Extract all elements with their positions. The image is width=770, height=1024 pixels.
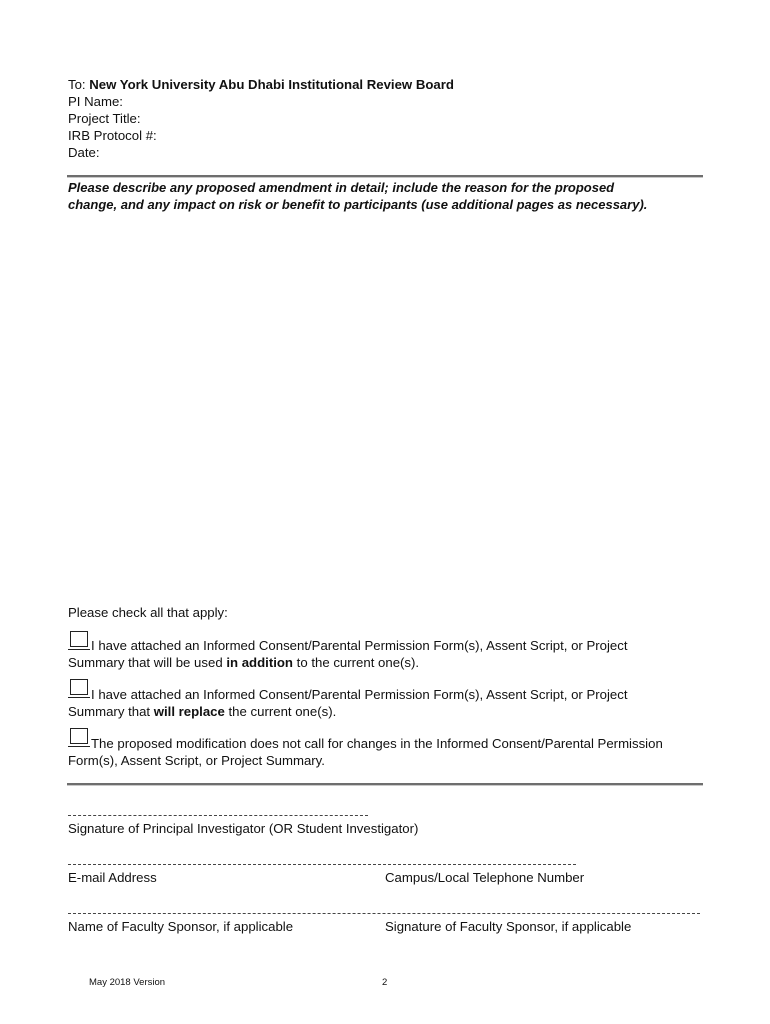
checklist-item-2-line-1: I have attached an Informed Consent/Parental Permission Form(s), Assent Script, or Project [91, 687, 628, 702]
item-1-emphasis: in addition [226, 655, 293, 670]
checklist-item-3-line-1: The proposed modification does not call for changes in the Informed Consent/Parental Permission [91, 736, 663, 751]
item-1-text-after: to the current one(s). [293, 655, 420, 670]
footer-version: May 2018 Version [89, 977, 166, 988]
checklist-item-1-line-2 [68, 654, 419, 671]
item-2-emphasis: will replace [153, 704, 225, 719]
checklist-prompt: Please check all that apply: [68, 605, 228, 620]
pi-signature-label: Signature of Principal Investigator (OR Student Investigator) [68, 821, 419, 836]
email-label: E-mail Address [68, 870, 157, 885]
instructions-line-1: Please describe any proposed amendment in detail; include the reason for the proposed [68, 180, 615, 195]
faculty-sponsor-signature-line[interactable] [68, 913, 700, 914]
bottom-divider [67, 783, 703, 785]
checkbox-underline [68, 746, 90, 747]
to-label: To: [68, 77, 86, 92]
checkbox-will-replace[interactable] [70, 679, 88, 695]
email-phone-signature-line[interactable] [68, 864, 576, 865]
phone-label: Campus/Local Telephone Number [385, 870, 585, 885]
pi-name-label: PI Name: [68, 94, 123, 109]
checkbox-in-addition[interactable] [70, 631, 88, 647]
irb-protocol-label: IRB Protocol #: [68, 128, 157, 143]
item-2-text-after: the current one(s). [224, 704, 337, 719]
project-title-label: Project Title: [68, 111, 141, 126]
amendment-description-area[interactable] [67, 218, 703, 598]
checklist-item-1-line-1: I have attached an Informed Consent/Parental Permission Form(s), Assent Script, or Project [91, 638, 628, 653]
faculty-name-label: Name of Faculty Sponsor, if applicable [68, 919, 294, 934]
pi-signature-line[interactable] [68, 815, 368, 816]
faculty-signature-label: Signature of Faculty Sponsor, if applicable [385, 919, 632, 934]
checklist-item-3-line-2: Form(s), Assent Script, or Project Summary. [68, 753, 325, 768]
checklist-item-2-line-2 [68, 703, 336, 720]
checkbox-underline [68, 649, 90, 650]
page-number: 2 [382, 977, 388, 988]
instructions-line-2: change, and any impact on risk or benefit to participants (use additional pages as necessary). [68, 197, 648, 212]
to-line [68, 76, 454, 93]
checkbox-no-changes[interactable] [70, 728, 88, 744]
top-divider [67, 175, 703, 177]
checkbox-underline [68, 697, 90, 698]
item-2-text-before: Summary that [68, 704, 154, 719]
to-recipient: New York University Abu Dhabi Institutional Review Board [89, 77, 454, 92]
item-1-text-before: Summary that will be used [68, 655, 227, 670]
date-label: Date: [68, 145, 100, 160]
